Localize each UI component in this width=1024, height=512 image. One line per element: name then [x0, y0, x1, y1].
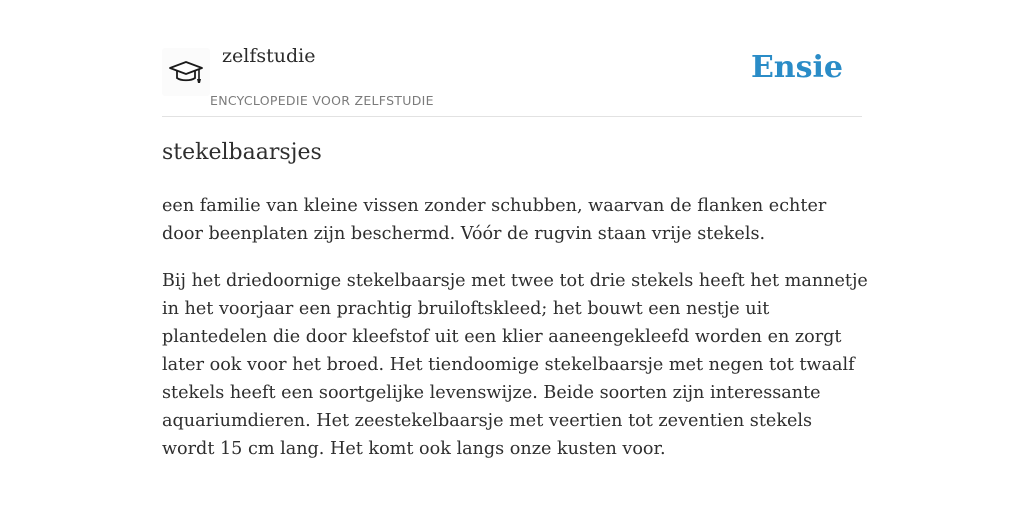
- site-header: [162, 0, 862, 117]
- article-paragraph: Bij het driedoornige stekelbaarsje met twee tot drie stekels heeft het mannetje in het voorjaar een prachtig bruiloftskleed; het bouwt een nestje uit plantedelen die door kleefstof uit een klier aaneengekleefd worden en zorgt later ook voor het broed. Het tiendoomige stekelbaarsje met negen tot twaalf stekels heeft een soortgelijke levenswijze. Beide soorten zijn interessante aquariumdieren. Het zeestekelbaarsje met veertien tot zeventien stekels wordt 15 cm lang. Het komt ook langs onze kusten voor.: [162, 271, 868, 459]
- article-paragraph: een familie van kleine vissen zonder schubben, waarvan de flanken echter door beenplaten zijn beschermd. Vóór de rugvin staan vrije stekels.: [162, 196, 827, 244]
- brand-logo[interactable]: Ensie: [750, 50, 843, 85]
- page-title: stekelbaarsjes: [162, 140, 322, 165]
- graduation-cap-icon: [168, 57, 204, 87]
- article-body: [162, 192, 868, 482]
- site-tagline: ENCYCLOPEDIE VOOR ZELFSTUDIE: [210, 93, 434, 108]
- site-logo[interactable]: [162, 48, 210, 96]
- site-name[interactable]: zelfstudie: [222, 45, 316, 67]
